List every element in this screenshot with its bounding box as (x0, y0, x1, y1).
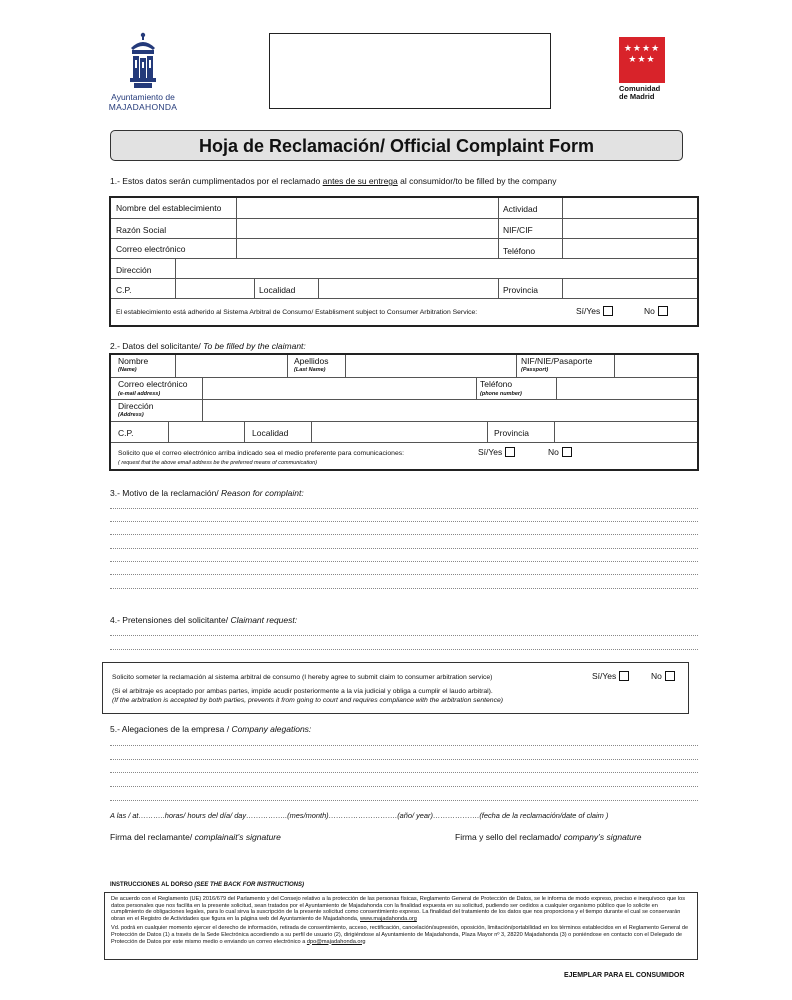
legal-text-1: De acuerdo con el Reglamento (UE) 2016/679 del Parlamento y del Consejo relativo a la protección de las personas físicas, Reglamento General de Protección de Datos, se le informa de modo expreso, preciso e inequívoco que los datos personales que nos facilita en la presente solicitud, sean tratados por el Ayuntamiento de Majadahonda con la finalidad expuesta en su solicitud, pudiendo ser cedidos a cualquier organismo público que lo solicite en cumplimiento de obligaciones legales, para lo cual sirva la suscripción de la presente solicitud como consentimiento expreso. La finalidad del tratamiento de los datos que nos proporciona y el tiempo durante el cual se conservarán obran en el Registro de Actividades que figura en la página web del Ayuntamiento de Majadahonda, (111, 896, 685, 922)
reason-line-1[interactable] (110, 508, 698, 509)
label-no-1: No (644, 306, 655, 316)
data-protection-notice (104, 892, 698, 960)
label-localidad-solicitante: Localidad (252, 428, 289, 438)
label-provincia-solicitante: Provincia (494, 428, 529, 438)
section5-heading (110, 724, 311, 734)
section4-heading-en: Claimant request: (228, 615, 298, 625)
field-nif-cif[interactable] (562, 219, 697, 238)
request-line-1[interactable] (110, 635, 698, 636)
majadahonda-logo (100, 32, 186, 112)
section2-heading-en: To be filled by the claimant: (200, 341, 306, 351)
label-localidad: Localidad (259, 285, 296, 295)
section5-heading-es: 5.- Alegaciones de la empresa / (110, 724, 232, 734)
dpo-email-link[interactable]: dpo@majadahonda.org (306, 938, 366, 945)
checkbox-correo-si[interactable] (505, 447, 515, 457)
label-cp-solicitante: C.P. (118, 428, 134, 438)
section4-heading-es: 4.- Pretensiones del solicitante/ (110, 615, 229, 625)
label-direccion: Dirección (116, 265, 152, 275)
label-direccion-solicitante-en: (Address) (118, 412, 144, 418)
field-nombre-establecimiento[interactable] (236, 198, 499, 218)
field-direccion-solicitante[interactable] (202, 400, 697, 421)
label-nombre-en: (Name) (118, 367, 137, 373)
claimant-signature-label (110, 832, 281, 842)
claimant-data-table (109, 353, 699, 471)
instructions-en: (SEE THE BACK FOR INSTRUCTIONS) (194, 882, 305, 888)
label-solicito-correo-en: ( request that the above email address be the preferred means of communication) (118, 460, 318, 466)
label-correo-solicitante: Correo electrónico (118, 379, 188, 389)
label-telefono-solicitante: Teléfono (480, 379, 513, 389)
label-nif-cif: NIF/CIF (503, 225, 533, 235)
field-localidad-solicitante[interactable] (311, 422, 488, 442)
field-actividad[interactable] (562, 198, 697, 218)
section4-heading (110, 615, 297, 625)
field-provincia[interactable] (562, 279, 697, 298)
label-nombre-establecimiento: Nombre del establecimiento (116, 203, 222, 213)
claimant-signature-es: Firma del reclamante/ (110, 832, 195, 842)
reason-line-6[interactable] (110, 574, 698, 575)
field-correo-solicitante[interactable] (202, 378, 477, 399)
label-apellidos-en: (Last Name) (294, 367, 326, 373)
registry-stamp-box (269, 33, 551, 109)
checkbox-arbitration-no[interactable] (665, 671, 675, 681)
logo-left-line1: Ayuntamiento de (111, 92, 175, 102)
allegations-line-3[interactable] (110, 772, 698, 773)
logo-right-line1: Comunidad (619, 84, 661, 93)
legal-text-2: Vd. podrá en cualquier momento ejercer el derecho de información, retirada de consentimiento, acceso, rectificación, cancelación/supresión, oposición, limitación/portabilidad en los términos establecidos en el Reglamento General de Protección de Datos (1) a través de la Sede Electrónica accediendo a su perfil de usuario (2), dirigiéndose al Ayuntamiento de Majadahonda, Plaza Mayor nº 3, 28220 Majadahonda (3) o poniéndose en contacto con el Delegado de Protección de Datos por este mismo medio o enviando un correo electrónico a (111, 925, 689, 945)
label-nif-nie: NIF/NIE/Pasaporte (521, 356, 593, 366)
section3-heading (110, 488, 304, 498)
reason-line-3[interactable] (110, 534, 698, 535)
label-si-yes-3: Sí/Yes (592, 671, 617, 681)
section2-heading (110, 341, 306, 351)
label-telefono: Teléfono (503, 246, 536, 256)
arbitration-line1: Solicito someter la reclamación al sistema arbitral de consumo (I hereby agree to submit claim to consumer arbitration service) (112, 674, 493, 681)
label-telefono-solicitante-en: (phone number) (480, 391, 522, 397)
section3-heading-en: Reason for complaint: (218, 488, 304, 498)
label-cp: C.P. (116, 285, 132, 295)
madrid-flag-icon: ★★★★ ★★★ (619, 37, 665, 83)
reason-line-2[interactable] (110, 521, 698, 522)
allegations-line-1[interactable] (110, 745, 698, 746)
label-nif-nie-en: (Passport) (521, 367, 549, 373)
company-data-table (109, 196, 699, 327)
field-cp-solicitante[interactable] (168, 422, 245, 442)
company-signature-en: company’s signature (563, 832, 642, 842)
arbitration-box (102, 662, 689, 714)
section1-heading (110, 176, 557, 186)
section3-heading-es: 3.- Motivo de la reclamación/ (110, 488, 219, 498)
checkbox-adherido-no[interactable] (658, 306, 668, 316)
field-apellidos[interactable] (345, 355, 517, 377)
allegations-line-2[interactable] (110, 759, 698, 760)
allegations-line-5[interactable] (110, 800, 698, 801)
field-razon-social[interactable] (236, 219, 499, 238)
crown-tower-icon (126, 32, 160, 90)
checkbox-adherido-si[interactable] (603, 306, 613, 316)
instructions-note (110, 882, 304, 888)
request-line-2[interactable] (110, 649, 698, 650)
checkbox-correo-no[interactable] (562, 447, 572, 457)
footer-copy-label: EJEMPLAR PARA EL CONSUMIDOR (564, 972, 685, 979)
section5-heading-en: Company alegations: (231, 724, 312, 734)
section1-heading-pre: 1.- Estos datos serán cumplimentados por el reclamado (110, 176, 323, 186)
comunidad-madrid-logo (619, 37, 675, 101)
checkbox-arbitration-si[interactable] (619, 671, 629, 681)
logo-left-line2: MAJADAHONDA (108, 102, 178, 112)
legal-paragraph-2 (111, 925, 691, 945)
label-no-3: No (651, 671, 662, 681)
field-telefono-solicitante[interactable] (556, 378, 697, 399)
field-cp[interactable] (175, 279, 255, 298)
field-provincia-solicitante[interactable] (554, 422, 697, 442)
label-si-yes-1: Sí/Yes (576, 306, 601, 316)
label-direccion-solicitante: Dirección (118, 401, 154, 411)
label-razon-social: Razón Social (116, 225, 167, 235)
page-title: Hoja de Reclamación/ Official Complaint Form (110, 130, 683, 161)
label-adherido: El establecimiento está adherido al Sistema Arbitral de Consumo/ Establisment subject to Consumer Arbitration Service: (116, 309, 478, 316)
legal-paragraph-1 (111, 896, 691, 922)
field-correo[interactable] (236, 239, 499, 258)
label-correo: Correo electrónico (116, 244, 186, 254)
company-signature-label (455, 832, 641, 842)
claimant-signature-en: complainait’s signature (194, 832, 281, 842)
section2-heading-es: 2.- Datos del solicitante/ (110, 341, 201, 351)
label-correo-solicitante-en: (e-mail address) (118, 391, 161, 397)
reason-line-7[interactable] (110, 588, 698, 589)
reason-line-4[interactable] (110, 548, 698, 549)
label-apellidos: Apellidos (294, 356, 329, 366)
field-nif-nie[interactable] (614, 355, 697, 377)
section1-heading-post: al consumidor/to be filled by the company (397, 176, 557, 186)
field-localidad[interactable] (318, 279, 499, 298)
field-nombre[interactable] (175, 355, 288, 377)
allegations-line-4[interactable] (110, 786, 698, 787)
section1-heading-underlined: antes de su entrega (322, 176, 398, 186)
logo-right-line2: de Madrid (619, 92, 655, 101)
label-si-yes-2: Sí/Yes (478, 447, 503, 457)
field-direccion[interactable] (175, 259, 697, 278)
date-line[interactable]: A las / at………..horas/ hours del día/ day……………..(mes/month)……………………….(año/ year)……………….(fecha de la reclamación/date of claim ) (110, 811, 609, 820)
reason-line-5[interactable] (110, 561, 698, 562)
arbitration-line3: (If the arbitration is accepted by both parties, prevents it from going to court and requires compliance with the arbitration sentence) (112, 697, 504, 704)
instructions-es: INSTRUCCIONES AL DORSO (110, 882, 195, 888)
label-nombre: Nombre (118, 356, 149, 366)
label-actividad: Actividad (503, 204, 538, 214)
field-telefono[interactable] (562, 239, 697, 258)
label-provincia: Provincia (503, 285, 538, 295)
company-signature-es: Firma y sello del reclamado/ (455, 832, 564, 842)
majadahonda-website-link[interactable]: www.majadahonda.org (360, 915, 417, 922)
arbitration-line2: (Si el arbitraje es aceptado por ambas partes, impide acudir posteriormente a la vía judicial y obliga a cumplir el laudo arbitral). (112, 688, 493, 695)
label-no-2: No (548, 447, 559, 457)
label-solicito-correo: Solicito que el correo electrónico arriba indicado sea el medio preferente para comunicaciones: (118, 450, 405, 457)
